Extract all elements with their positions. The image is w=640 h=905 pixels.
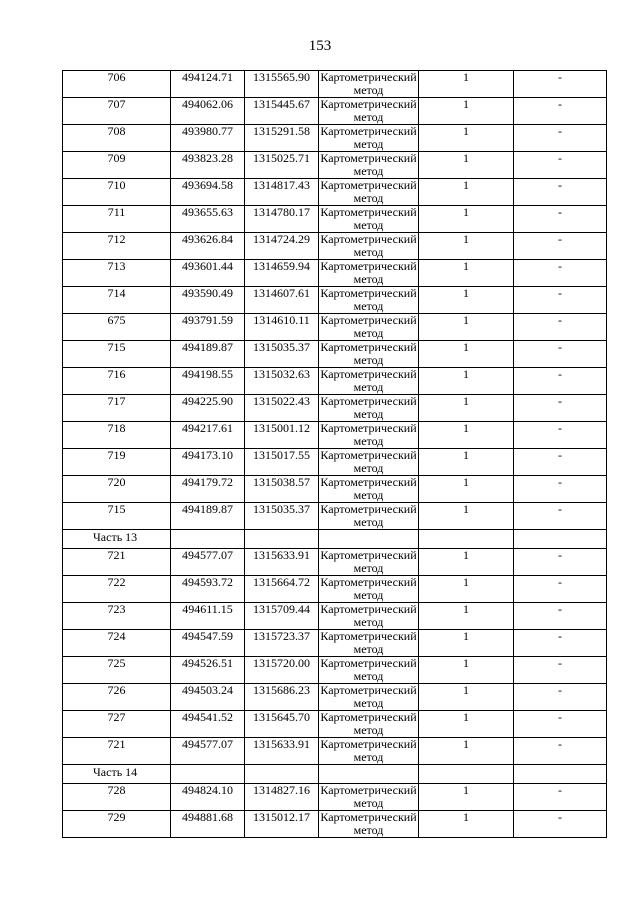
empty-cell <box>319 765 419 784</box>
note-cell: - <box>514 784 607 811</box>
method-cell <box>319 549 419 576</box>
method-text: Картометрический метод <box>320 97 417 124</box>
empty-cell <box>419 530 514 549</box>
y-coordinate-cell: 1315664.72 <box>245 576 319 603</box>
note-cell: - <box>514 603 607 630</box>
y-coordinate-cell: 1314780.17 <box>245 206 319 233</box>
method-text: Картометрический метод <box>320 70 417 97</box>
note-cell: - <box>514 341 607 368</box>
empty-cell <box>171 530 245 549</box>
method-cell <box>319 657 419 684</box>
table-row <box>63 233 607 260</box>
note-cell: - <box>514 368 607 395</box>
method-text: Картометрический метод <box>320 394 417 421</box>
method-cell <box>319 476 419 503</box>
empty-cell <box>319 530 419 549</box>
note-cell: - <box>514 206 607 233</box>
y-coordinate-cell: 1314724.29 <box>245 233 319 260</box>
table-row <box>63 125 607 152</box>
point-number-cell: 713 <box>63 260 171 287</box>
method-cell <box>319 152 419 179</box>
x-coordinate-cell: 493590.49 <box>171 287 245 314</box>
note-cell: - <box>514 711 607 738</box>
y-coordinate-cell: 1315291.58 <box>245 125 319 152</box>
accuracy-cell: 1 <box>419 811 514 838</box>
x-coordinate-cell: 493601.44 <box>171 260 245 287</box>
note-cell: - <box>514 395 607 422</box>
method-text: Картометрический метод <box>320 502 417 529</box>
method-cell <box>319 630 419 657</box>
method-text: Картометрический метод <box>320 205 417 232</box>
method-text: Картометрический метод <box>320 340 417 367</box>
empty-cell <box>245 530 319 549</box>
method-text: Картометрический метод <box>320 151 417 178</box>
x-coordinate-cell: 494124.71 <box>171 71 245 98</box>
method-cell <box>319 71 419 98</box>
accuracy-cell: 1 <box>419 422 514 449</box>
table-row <box>63 576 607 603</box>
accuracy-cell: 1 <box>419 368 514 395</box>
y-coordinate-cell: 1315686.23 <box>245 684 319 711</box>
y-coordinate-cell: 1315032.63 <box>245 368 319 395</box>
method-text: Картометрический метод <box>320 475 417 502</box>
note-cell: - <box>514 549 607 576</box>
table-row <box>63 206 607 233</box>
method-text: Картометрический метод <box>320 810 417 837</box>
x-coordinate-cell: 493694.58 <box>171 179 245 206</box>
x-coordinate-cell: 493655.63 <box>171 206 245 233</box>
method-text: Картометрический метод <box>320 259 417 286</box>
x-coordinate-cell: 494198.55 <box>171 368 245 395</box>
table-row <box>63 657 607 684</box>
note-cell: - <box>514 684 607 711</box>
x-coordinate-cell: 493823.28 <box>171 152 245 179</box>
point-number-cell: 712 <box>63 233 171 260</box>
table-row <box>63 476 607 503</box>
method-text: Картометрический метод <box>320 602 417 629</box>
point-number-cell: 721 <box>63 549 171 576</box>
note-cell: - <box>514 476 607 503</box>
accuracy-cell: 1 <box>419 71 514 98</box>
table-row <box>63 368 607 395</box>
accuracy-cell: 1 <box>419 576 514 603</box>
note-cell: - <box>514 630 607 657</box>
method-cell <box>319 449 419 476</box>
method-text: Картометрический метод <box>320 124 417 151</box>
accuracy-cell: 1 <box>419 98 514 125</box>
x-coordinate-cell: 493791.59 <box>171 314 245 341</box>
point-number-cell: 724 <box>63 630 171 657</box>
y-coordinate-cell: 1314827.16 <box>245 784 319 811</box>
table-row <box>63 449 607 476</box>
table-row <box>63 314 607 341</box>
point-number-cell: 725 <box>63 657 171 684</box>
accuracy-cell: 1 <box>419 549 514 576</box>
method-text: Картометрический метод <box>320 656 417 683</box>
point-number-cell: 711 <box>63 206 171 233</box>
table-row <box>63 603 607 630</box>
method-cell <box>319 395 419 422</box>
table-row <box>63 260 607 287</box>
accuracy-cell: 1 <box>419 738 514 765</box>
method-cell <box>319 233 419 260</box>
table-row <box>63 395 607 422</box>
accuracy-cell: 1 <box>419 476 514 503</box>
point-number-cell: 707 <box>63 98 171 125</box>
accuracy-cell: 1 <box>419 784 514 811</box>
y-coordinate-cell: 1315012.17 <box>245 811 319 838</box>
x-coordinate-cell: 494503.24 <box>171 684 245 711</box>
method-text: Картометрический метод <box>320 548 417 575</box>
x-coordinate-cell: 493626.84 <box>171 233 245 260</box>
point-number-cell: 729 <box>63 811 171 838</box>
note-cell: - <box>514 71 607 98</box>
note-cell: - <box>514 179 607 206</box>
table-row <box>63 422 607 449</box>
method-text: Картометрический метод <box>320 683 417 710</box>
method-text: Картометрический метод <box>320 629 417 656</box>
method-cell <box>319 784 419 811</box>
note-cell: - <box>514 125 607 152</box>
table-row <box>63 630 607 657</box>
y-coordinate-cell: 1314607.61 <box>245 287 319 314</box>
method-text: Картометрический метод <box>320 178 417 205</box>
x-coordinate-cell: 494526.51 <box>171 657 245 684</box>
table-row <box>63 684 607 711</box>
method-text: Картометрический метод <box>320 232 417 259</box>
method-cell <box>319 287 419 314</box>
point-number-cell: 708 <box>63 125 171 152</box>
note-cell: - <box>514 152 607 179</box>
method-text: Картометрический метод <box>320 710 417 737</box>
table-row <box>63 287 607 314</box>
y-coordinate-cell: 1315720.00 <box>245 657 319 684</box>
y-coordinate-cell: 1315035.37 <box>245 341 319 368</box>
accuracy-cell: 1 <box>419 684 514 711</box>
note-cell: - <box>514 657 607 684</box>
table-row <box>63 549 607 576</box>
x-coordinate-cell: 494225.90 <box>171 395 245 422</box>
part-label-cell: Часть 13 <box>63 530 171 549</box>
accuracy-cell: 1 <box>419 233 514 260</box>
method-cell <box>319 503 419 530</box>
method-cell <box>319 206 419 233</box>
part-header-row <box>63 530 607 549</box>
accuracy-cell: 1 <box>419 395 514 422</box>
method-cell <box>319 260 419 287</box>
table-row <box>63 738 607 765</box>
method-cell <box>319 98 419 125</box>
note-cell: - <box>514 233 607 260</box>
accuracy-cell: 1 <box>419 125 514 152</box>
method-cell <box>319 738 419 765</box>
method-cell <box>319 368 419 395</box>
table-row <box>63 711 607 738</box>
y-coordinate-cell: 1315025.71 <box>245 152 319 179</box>
method-text: Картометрический метод <box>320 448 417 475</box>
note-cell: - <box>514 449 607 476</box>
table-row <box>63 784 607 811</box>
point-number-cell: 720 <box>63 476 171 503</box>
point-number-cell: 726 <box>63 684 171 711</box>
method-cell <box>319 576 419 603</box>
table-row <box>63 152 607 179</box>
y-coordinate-cell: 1315445.67 <box>245 98 319 125</box>
y-coordinate-cell: 1315633.91 <box>245 549 319 576</box>
x-coordinate-cell: 494062.06 <box>171 98 245 125</box>
point-number-cell: 710 <box>63 179 171 206</box>
empty-cell <box>171 765 245 784</box>
y-coordinate-cell: 1315633.91 <box>245 738 319 765</box>
accuracy-cell: 1 <box>419 206 514 233</box>
note-cell: - <box>514 314 607 341</box>
method-text: Картометрический метод <box>320 783 417 810</box>
method-cell <box>319 422 419 449</box>
x-coordinate-cell: 494541.52 <box>171 711 245 738</box>
x-coordinate-cell: 494577.07 <box>171 549 245 576</box>
point-number-cell: 675 <box>63 314 171 341</box>
accuracy-cell: 1 <box>419 449 514 476</box>
y-coordinate-cell: 1315035.37 <box>245 503 319 530</box>
y-coordinate-cell: 1315709.44 <box>245 603 319 630</box>
point-number-cell: 719 <box>63 449 171 476</box>
page-number: 153 <box>308 38 332 54</box>
method-text: Картометрический метод <box>320 575 417 602</box>
point-number-cell: 709 <box>63 152 171 179</box>
empty-cell <box>245 765 319 784</box>
method-text: Картометрический метод <box>320 313 417 340</box>
y-coordinate-cell: 1315565.90 <box>245 71 319 98</box>
accuracy-cell: 1 <box>419 287 514 314</box>
method-cell <box>319 179 419 206</box>
y-coordinate-cell: 1315001.12 <box>245 422 319 449</box>
method-cell <box>319 811 419 838</box>
method-cell <box>319 711 419 738</box>
note-cell: - <box>514 738 607 765</box>
x-coordinate-cell: 494179.72 <box>171 476 245 503</box>
method-cell <box>319 684 419 711</box>
method-text: Картометрический метод <box>320 421 417 448</box>
coordinates-table <box>62 70 607 838</box>
point-number-cell: 728 <box>63 784 171 811</box>
point-number-cell: 717 <box>63 395 171 422</box>
method-text: Картометрический метод <box>320 367 417 394</box>
x-coordinate-cell: 494173.10 <box>171 449 245 476</box>
y-coordinate-cell: 1314659.94 <box>245 260 319 287</box>
y-coordinate-cell: 1314610.11 <box>245 314 319 341</box>
table-row <box>63 811 607 838</box>
y-coordinate-cell: 1315038.57 <box>245 476 319 503</box>
table-row <box>63 71 607 98</box>
accuracy-cell: 1 <box>419 603 514 630</box>
accuracy-cell: 1 <box>419 630 514 657</box>
x-coordinate-cell: 494593.72 <box>171 576 245 603</box>
point-number-cell: 714 <box>63 287 171 314</box>
x-coordinate-cell: 494824.10 <box>171 784 245 811</box>
note-cell: - <box>514 503 607 530</box>
table-row <box>63 341 607 368</box>
x-coordinate-cell: 494189.87 <box>171 341 245 368</box>
method-text: Картометрический метод <box>320 737 417 764</box>
accuracy-cell: 1 <box>419 341 514 368</box>
part-label-cell: Часть 14 <box>63 765 171 784</box>
method-cell <box>319 603 419 630</box>
accuracy-cell: 1 <box>419 657 514 684</box>
empty-cell <box>514 530 607 549</box>
note-cell: - <box>514 576 607 603</box>
method-cell <box>319 314 419 341</box>
note-cell: - <box>514 422 607 449</box>
table-row <box>63 503 607 530</box>
table-row <box>63 98 607 125</box>
accuracy-cell: 1 <box>419 260 514 287</box>
accuracy-cell: 1 <box>419 711 514 738</box>
note-cell: - <box>514 260 607 287</box>
y-coordinate-cell: 1314817.43 <box>245 179 319 206</box>
method-text: Картометрический метод <box>320 286 417 313</box>
x-coordinate-cell: 493980.77 <box>171 125 245 152</box>
accuracy-cell: 1 <box>419 152 514 179</box>
method-cell <box>319 125 419 152</box>
part-header-row <box>63 765 607 784</box>
accuracy-cell: 1 <box>419 503 514 530</box>
y-coordinate-cell: 1315022.43 <box>245 395 319 422</box>
empty-cell <box>514 765 607 784</box>
note-cell: - <box>514 287 607 314</box>
y-coordinate-cell: 1315017.55 <box>245 449 319 476</box>
point-number-cell: 723 <box>63 603 171 630</box>
x-coordinate-cell: 494217.61 <box>171 422 245 449</box>
point-number-cell: 715 <box>63 503 171 530</box>
x-coordinate-cell: 494611.15 <box>171 603 245 630</box>
x-coordinate-cell: 494881.68 <box>171 811 245 838</box>
y-coordinate-cell: 1315723.37 <box>245 630 319 657</box>
point-number-cell: 721 <box>63 738 171 765</box>
point-number-cell: 718 <box>63 422 171 449</box>
note-cell: - <box>514 98 607 125</box>
x-coordinate-cell: 494577.07 <box>171 738 245 765</box>
accuracy-cell: 1 <box>419 314 514 341</box>
point-number-cell: 727 <box>63 711 171 738</box>
table-row <box>63 179 607 206</box>
point-number-cell: 706 <box>63 71 171 98</box>
x-coordinate-cell: 494547.59 <box>171 630 245 657</box>
point-number-cell: 715 <box>63 341 171 368</box>
point-number-cell: 716 <box>63 368 171 395</box>
empty-cell <box>419 765 514 784</box>
note-cell: - <box>514 811 607 838</box>
accuracy-cell: 1 <box>419 179 514 206</box>
y-coordinate-cell: 1315645.70 <box>245 711 319 738</box>
x-coordinate-cell: 494189.87 <box>171 503 245 530</box>
point-number-cell: 722 <box>63 576 171 603</box>
method-cell <box>319 341 419 368</box>
coordinates-table-body <box>63 71 607 838</box>
